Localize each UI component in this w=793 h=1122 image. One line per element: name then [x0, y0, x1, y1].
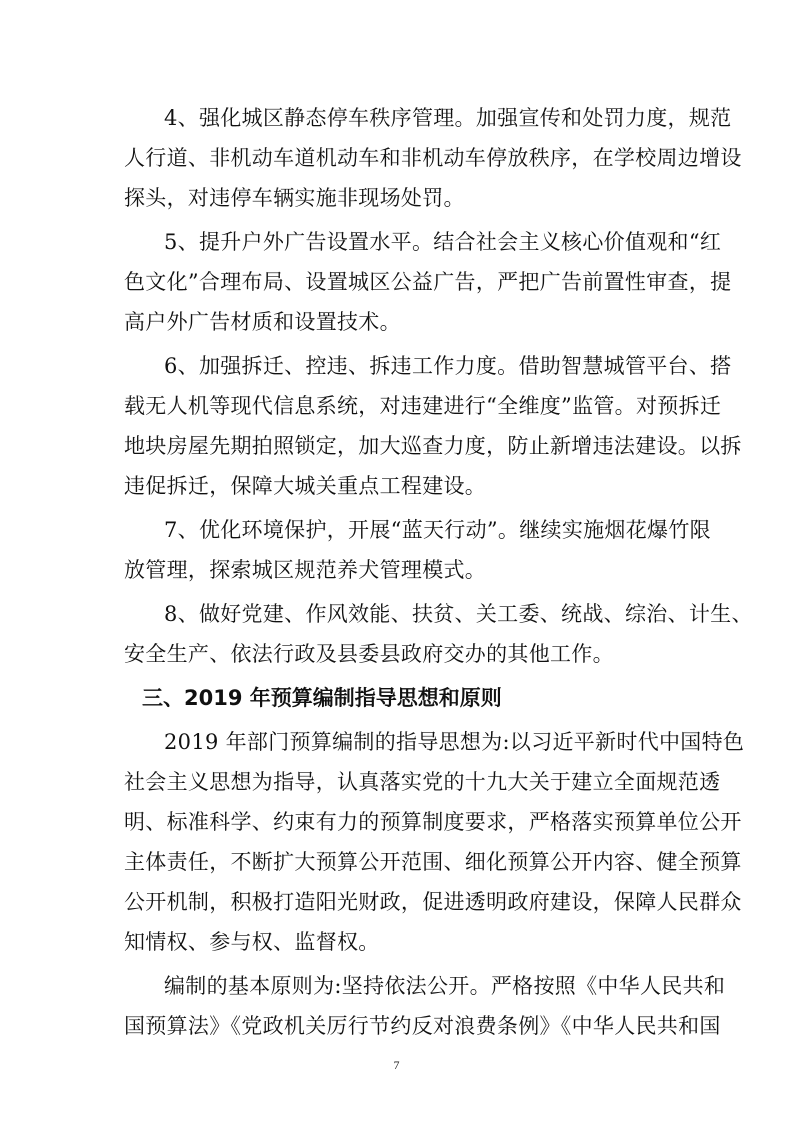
paragraph-guiding-thought: [124, 722, 745, 962]
text-line: 人行道、非机动车道机动车和非机动车停放秩序，在学校周边增设: [124, 146, 742, 170]
text-line: 国预算法》《党政机关厉行节约反对浪费条例》《中华人民共和国: [124, 1014, 721, 1038]
paragraph-item-6: [124, 346, 742, 506]
text-line: 编制的基本原则为:坚持依法公开。严格按照《中华人民共和: [164, 974, 726, 998]
text-line: 明、标准科学、约束有力的预算制度要求，严格落实预算单位公开: [124, 810, 742, 834]
text-line: 安全生产、依法行政及县委县政府交办的其他工作。: [124, 642, 614, 666]
paragraph-basic-principles: [124, 966, 726, 1046]
text-line: 高户外广告材质和设置技术。: [124, 310, 401, 334]
text-line: 色文化”合理布局、设置城区公益广告，严把广告前置性审查，提: [124, 270, 732, 294]
text-line: 6、加强拆迁、控违、拆违工作力度。借助智慧城管平台、搭: [164, 354, 732, 378]
paragraph-item-5: [124, 222, 732, 342]
text-line: 探头，对违停车辆实施非现场处罚。: [124, 186, 465, 210]
paragraph-item-8: [124, 594, 753, 674]
text-line: 放管理，探索城区规范养犬管理模式。: [124, 558, 487, 582]
text-line: 知情权、参与权、监督权。: [124, 930, 380, 954]
text-line: 地块房屋先期拍照锁定，加大巡查力度，防止新增违法建设。以拆: [124, 434, 742, 458]
paragraph-item-4: [124, 98, 742, 218]
text-line: 违促拆迁，保障大城关重点工程建设。: [124, 474, 487, 498]
text-line: 4、强化城区静态停车秩序管理。加强宣传和处罚力度，规范: [164, 106, 732, 130]
text-line: 公开机制，积极打造阳光财政，促进透明政府建设，保障人民群众: [124, 890, 742, 914]
paragraph-item-7: [124, 510, 711, 590]
text-line: 5、提升户外广告设置水平。结合社会主义核心价值观和“红: [164, 230, 722, 254]
section-heading: 三、2019 年预算编制指导思想和原则: [142, 686, 502, 710]
text-line: 社会主义思想为指导，认真落实党的十九大关于建立全面规范透: [124, 770, 721, 794]
text-line: 主体责任，不断扩大预算公开范围、细化预算公开内容、健全预算: [124, 850, 742, 874]
text-line: 7、优化环境保护，开展“蓝天行动”。继续实施烟花爆竹限: [164, 518, 711, 542]
document-body: [124, 98, 753, 1050]
text-line: 2019 年部门预算编制的指导思想为:以习近平新时代中国特色: [164, 730, 745, 754]
text-line: 8、做好党建、作风效能、扶贫、关工委、统战、综治、计生、: [164, 602, 753, 626]
text-line: 载无人机等现代信息系统，对违建进行“全维度”监管。对预拆迁: [124, 394, 722, 418]
page-number: 7: [393, 1058, 400, 1072]
